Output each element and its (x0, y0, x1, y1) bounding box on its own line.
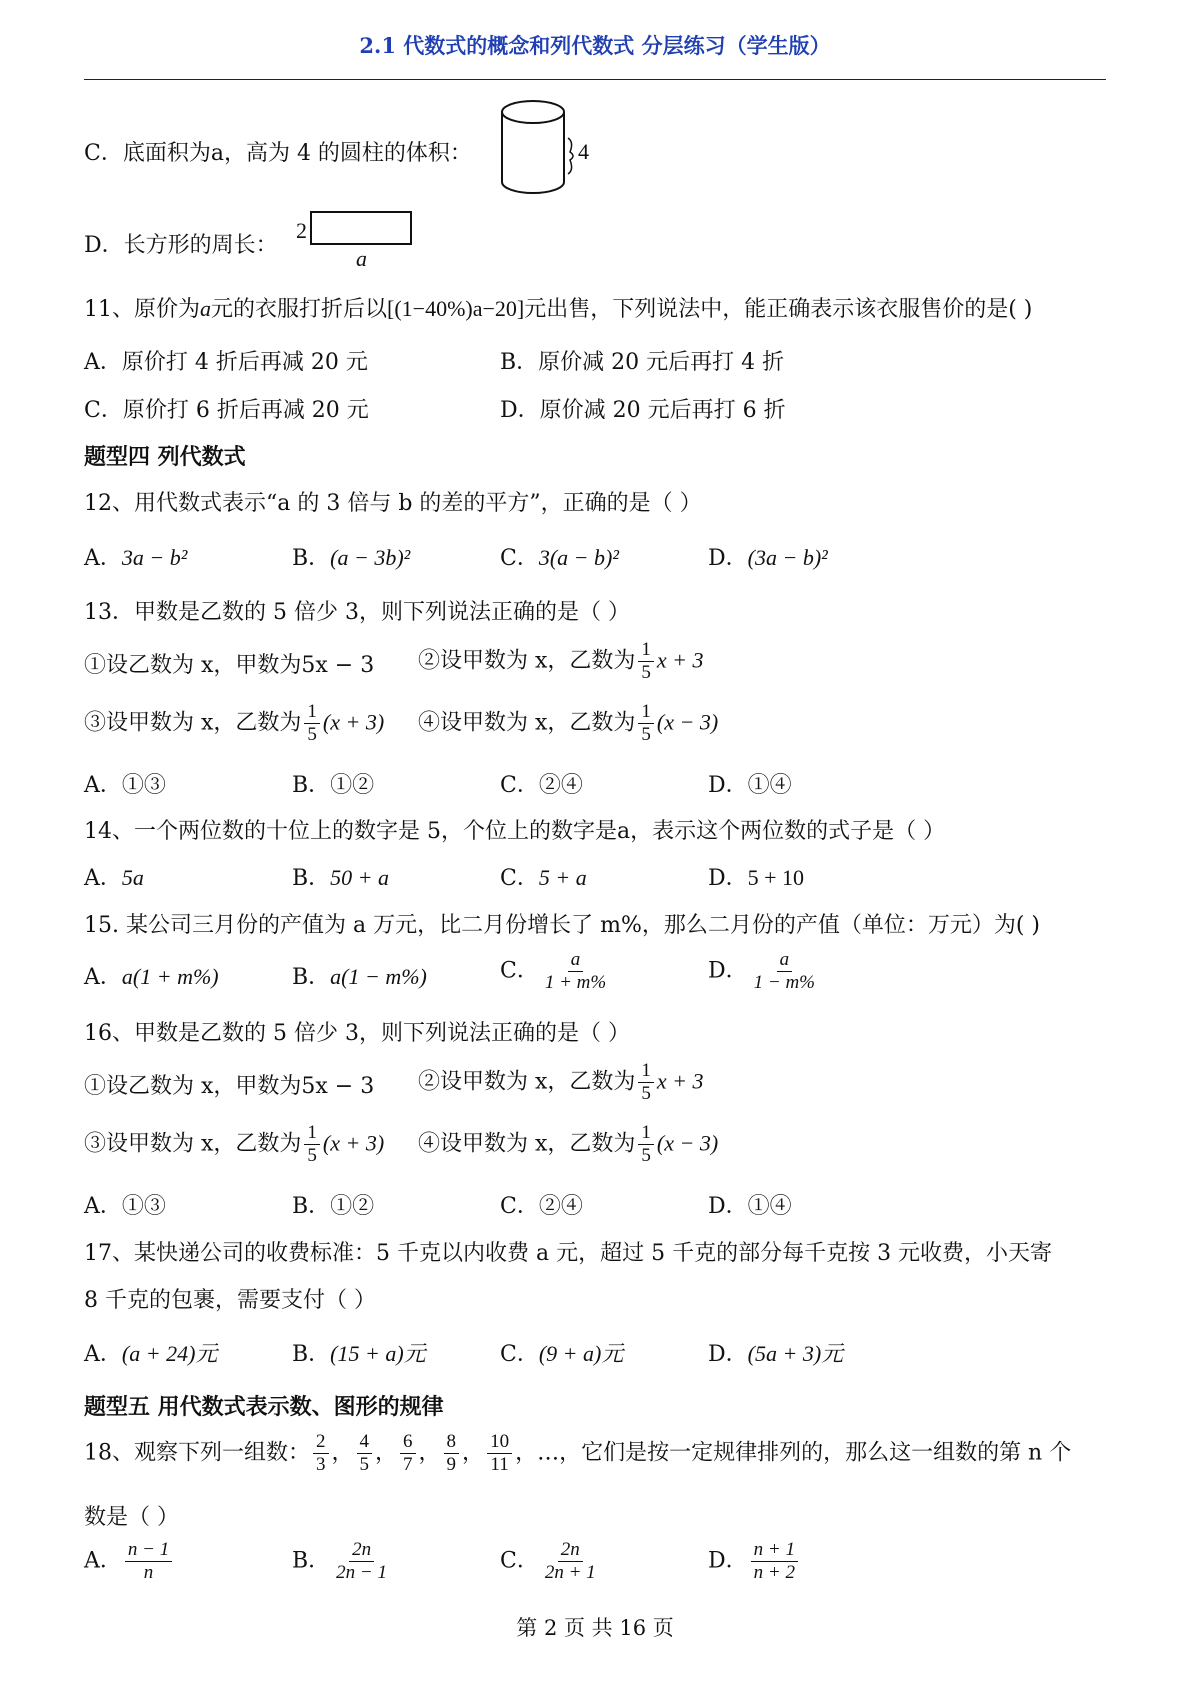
q12-option-a: A．3a − b² (84, 545, 188, 571)
q10-option-d: D．长方形的周长： (84, 233, 278, 258)
q14-option-a: A．5a (84, 865, 144, 891)
q13-option-d: D．①④ (708, 773, 792, 798)
q16-statement-3: ③设甲数为 x，乙数为 $\frac{1}{5}$ (x + 3) (84, 1122, 385, 1166)
q18-option-c: C． $\frac{2n}{2n + 1}$ (500, 1539, 596, 1583)
q14-option-c: C．5 + a (500, 865, 587, 891)
q13-statement-4: ④设甲数为 x，乙数为 $\frac{1}{5}$ (x − 3) (418, 701, 719, 745)
q18-stem-line2: 数是（ ） (84, 1505, 179, 1530)
q15-option-a: A．a(1 + m%) (84, 964, 219, 990)
q17-option-c: C．(9 + a)元 (500, 1341, 624, 1367)
rectangle-figure (310, 211, 412, 245)
q17-option-d: D．(5a + 3)元 (708, 1341, 844, 1367)
q16-statement-2: ②设甲数为 x，乙数为 $\frac{1}{5}$ x + 3 (418, 1060, 704, 1104)
q16-option-d: D．①④ (708, 1194, 792, 1219)
q14-option-b: B．50 + a (292, 865, 390, 891)
q15-stem: 15. 某公司三月份的产值为 a 万元，比二月份增长了 m%，那么二月份的产值（单位：万元）为( ) (84, 913, 1041, 938)
q12-option-b: B．(a − 3b)² (292, 545, 411, 571)
q13-option-b: B．①② (292, 773, 375, 798)
q18-option-a: A． $\frac{n - 1}{n}$ (84, 1540, 175, 1583)
section-title-4: 题型四 列代数式 (84, 444, 246, 470)
q15-option-d: D． $\frac{a}{1 - m\%}$ (708, 949, 816, 993)
q16-option-a: A．①③ (84, 1194, 166, 1219)
q15-option-c: C． $\frac{a}{1 + m\%}$ (500, 949, 607, 993)
page-header: 2.1 代数式的概念和列代数式 分层练习（学生版） (359, 33, 831, 58)
q12-option-d: D．(3a − b)² (708, 545, 828, 571)
q12-option-c: C．3(a − b)² (500, 545, 619, 571)
q15-option-b: B．a(1 − m%) (292, 964, 427, 990)
q11-option-a: A．原价打 4 折后再减 20 元 (84, 350, 368, 375)
page-footer: 第 2 页 共 16 页 (516, 1616, 674, 1640)
q11-stem: 11、原价为a元的衣服打折后以[(1−40%)a−20]元出售，下列说法中，能正确表示该衣服售价的是( ) (84, 296, 1033, 322)
q18-option-b: B． $\frac{2n}{2n - 1}$ (292, 1539, 387, 1583)
q13-statement-1: ①设乙数为 x，甲数为5x − 3 (84, 653, 375, 678)
header-rule (84, 79, 1106, 80)
q16-statement-4: ④设甲数为 x，乙数为 $\frac{1}{5}$ (x − 3) (418, 1122, 719, 1166)
q16-option-b: B．①② (292, 1194, 375, 1219)
cylinder-height-label: 4 (578, 139, 589, 164)
q16-option-c: C．②④ (500, 1194, 583, 1219)
q17-stem-line2: 8 千克的包裹，需要支付（ ） (84, 1288, 376, 1313)
q13-statement-2: ②设甲数为 x，乙数为 $\frac{1}{5}$ x + 3 (418, 639, 704, 683)
q13-stem: 13．甲数是乙数的 5 倍少 3，则下列说法正确的是（ ） (84, 600, 630, 625)
q14-stem: 14、一个两位数的十位上的数字是 5，个位上的数字是a，表示这个两位数的式子是（ ） (84, 819, 946, 844)
q17-stem-line1: 17、某快递公司的收费标准：5 千克以内收费 a 元，超过 5 千克的部分每千克按 3 元收费，小天寄 (84, 1241, 1053, 1266)
q13-statement-3: ③设甲数为 x，乙数为 $\frac{1}{5}$ (x + 3) (84, 701, 385, 745)
q12-stem: 12、用代数式表示“a 的 3 倍与 b 的差的平方”，正确的是（ ） (84, 491, 702, 516)
rect-label-left: 2 (296, 218, 307, 243)
q11-option-b: B．原价减 20 元后再打 4 折 (500, 350, 785, 375)
q13-option-c: C．②④ (500, 773, 583, 798)
q17-option-b: B．(15 + a)元 (292, 1341, 426, 1367)
q11-option-d: D．原价减 20 元后再打 6 折 (500, 398, 786, 423)
q14-option-d: D．5 + 10 (708, 865, 805, 891)
q11-option-c: C．原价打 6 折后再减 20 元 (84, 398, 369, 423)
q10-option-c: C．底面积为a，高为 4 的圆柱的体积： (84, 141, 472, 166)
q17-option-a: A．(a + 24)元 (84, 1341, 218, 1367)
q16-stem: 16、甲数是乙数的 5 倍少 3，则下列说法正确的是（ ） (84, 1021, 630, 1046)
q13-option-a: A．①③ (84, 773, 166, 798)
cylinder-figure (500, 98, 590, 198)
q18-option-d: D． $\frac{n + 1}{n + 2}$ (708, 1540, 801, 1583)
rect-label-bottom: a (356, 246, 367, 271)
q18-stem-line1: 18、观察下列一组数： $\frac{2}{3}$ ， $\frac{4}{5}$ ， $\frac{6}{7}$ ， $\frac{8}{9}$ ， $\frac{10}{11}$ ，…，它们是按一定规律排列的，那么这一组数的第 n 个 (84, 1431, 1072, 1475)
section-title-5: 题型五 用代数式表示数、图形的规律 (84, 1394, 444, 1420)
q16-statement-1: ①设乙数为 x，甲数为5x − 3 (84, 1074, 375, 1099)
